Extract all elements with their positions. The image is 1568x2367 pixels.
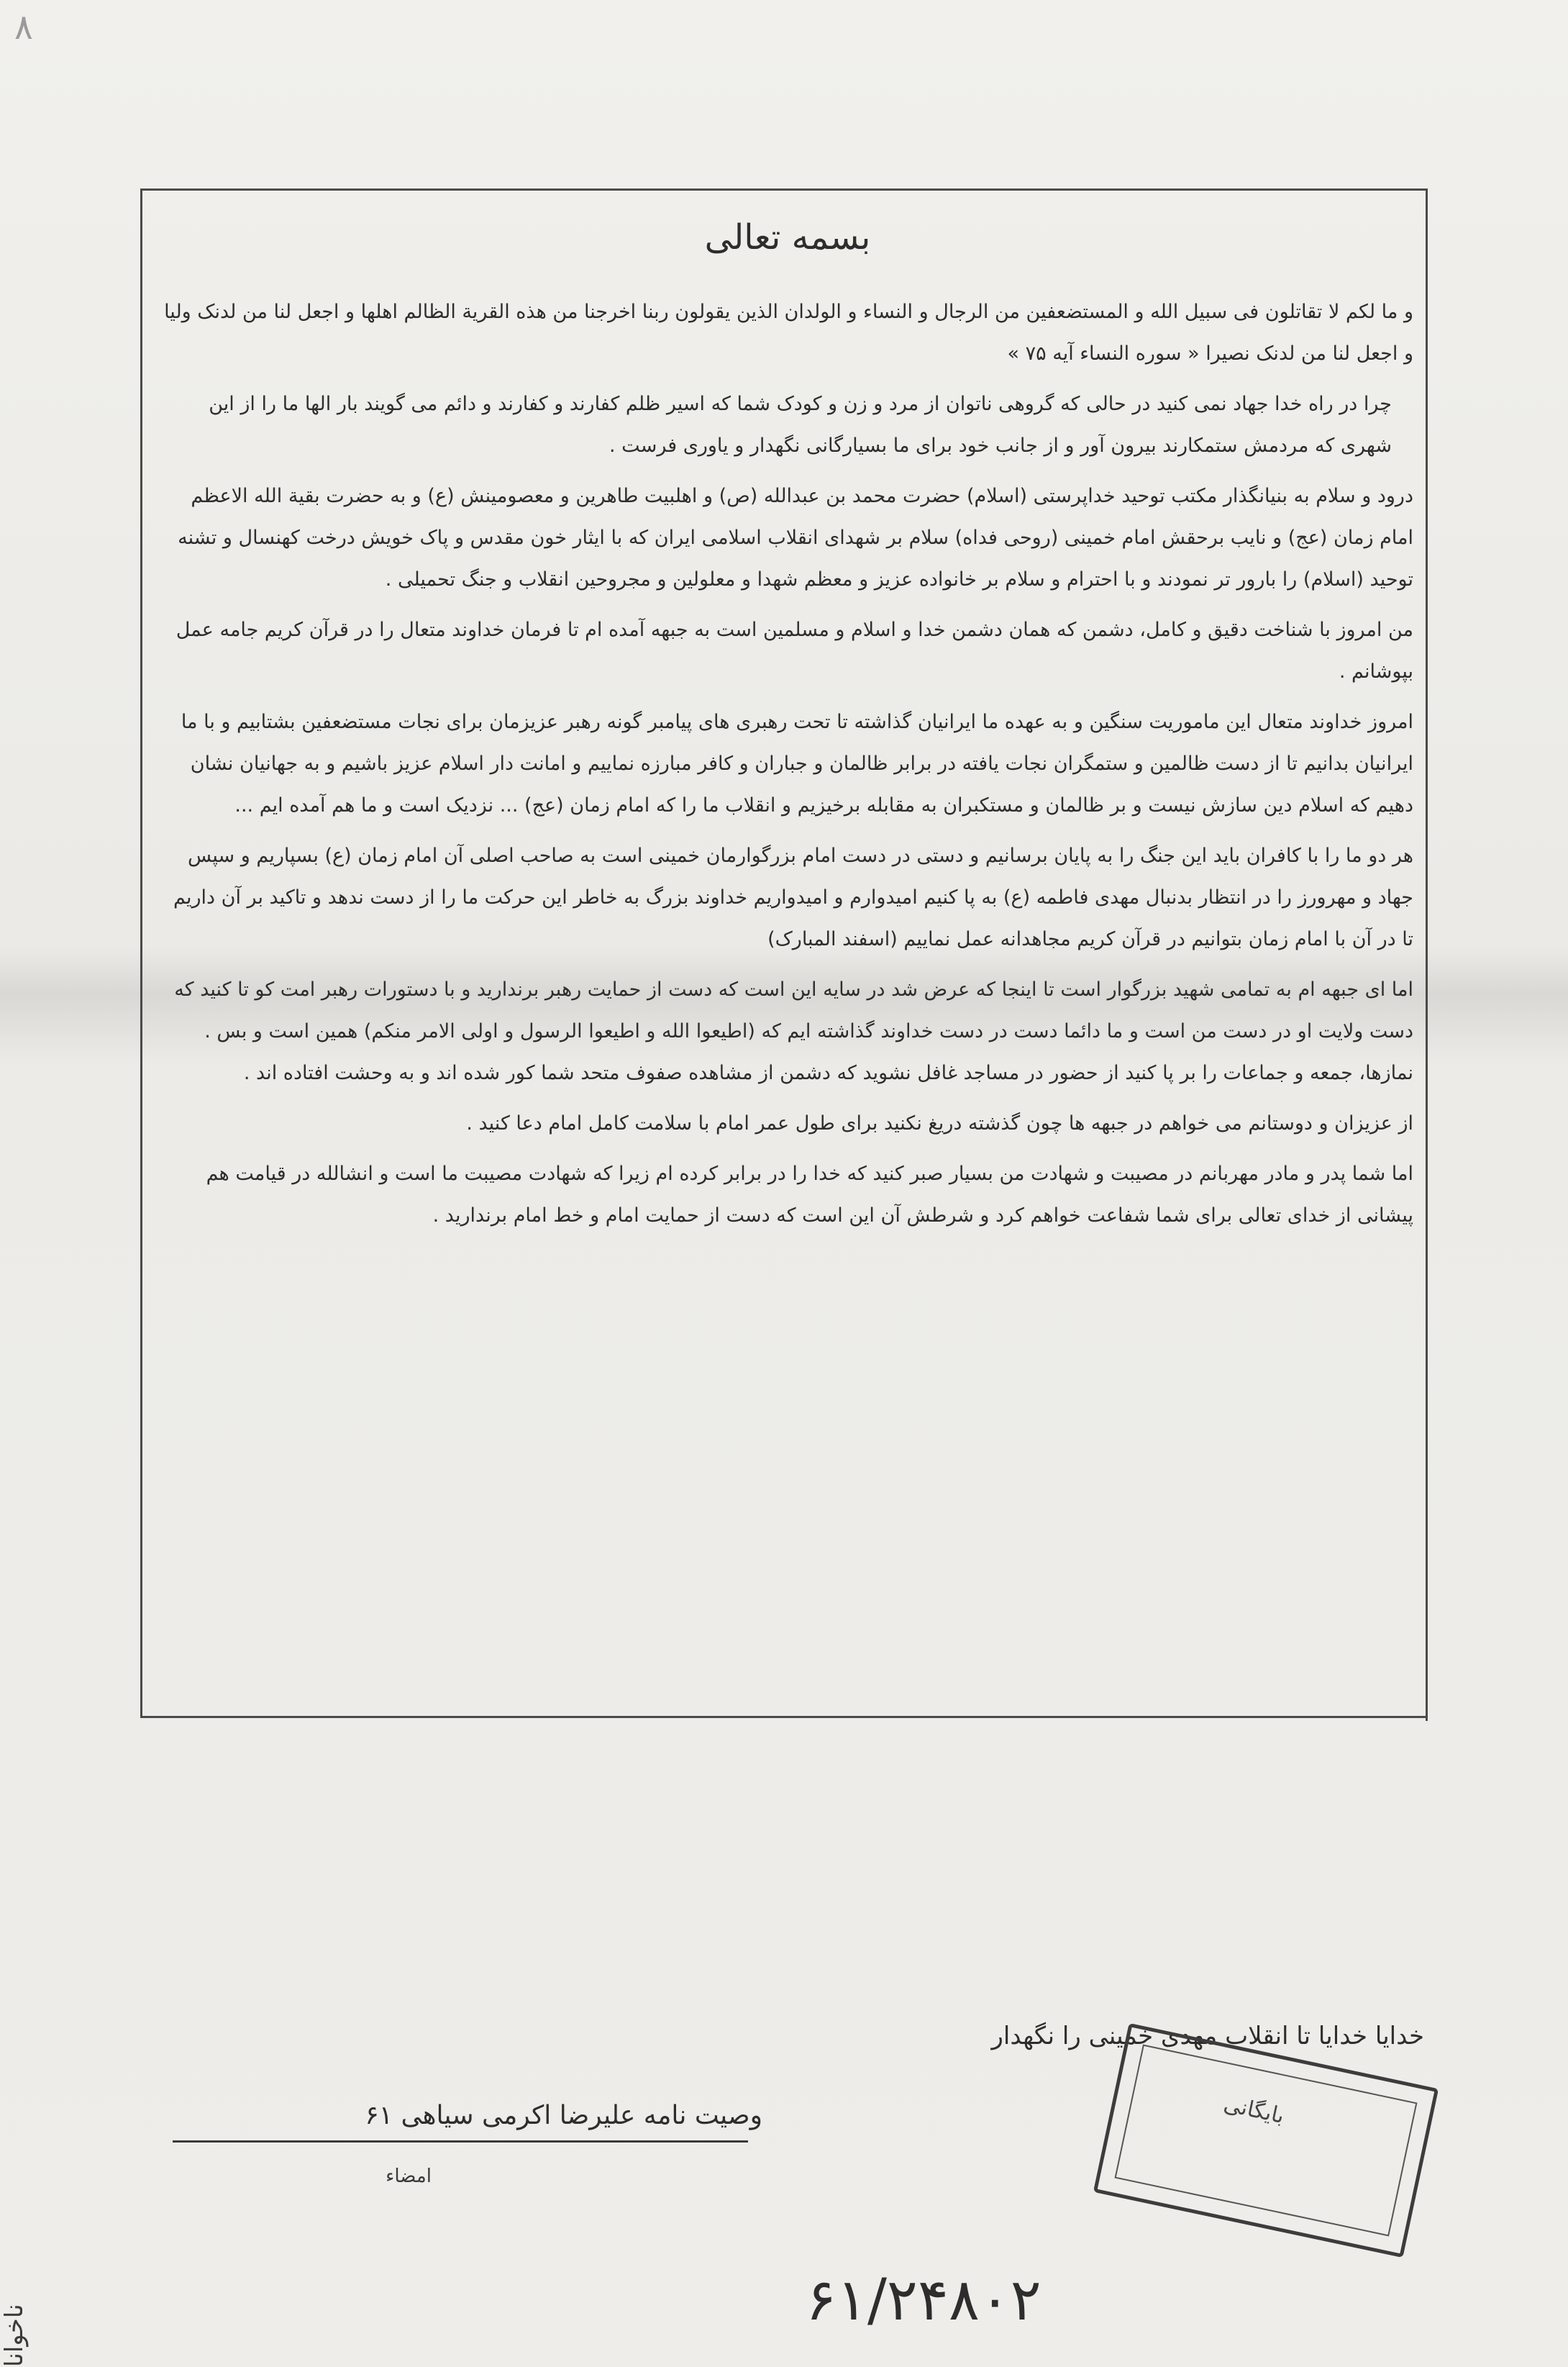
- will-author-line: وصیت نامه علیرضا اکرمی سیاهی ۶۱: [365, 2101, 762, 2130]
- margin-note: ناخوانا: [0, 2304, 29, 2367]
- parents-paragraph: اما شما پدر و مادر مهربانم در مصیبت و شهادت من بسیار صبر کنید که خدا را در برابر کرده ام زیرا که شهادت مصیبت ما است و انشالله در قیامت هم پیشانی از خدای تعالی برای شما شفاعت خواهم کرد و شرطش آن این است که دست از حمایت امام و خط امام برندارید .: [206, 1163, 1413, 1227]
- will-underline: [173, 2140, 748, 2143]
- verse-translation-paragraph: چرا در راه خدا جهاد نمی کنید در حالی که گروهی ناتوان از مرد و زن و کودک شما که اسیر ظلم کفارند و کفارند و دائم می گویند بار الها ما را از این شهری که مردمش ستمکارند بیرون آور و از جانب خود برای ما بسیارگانی نگهدار و یاوری فرست .: [209, 393, 1392, 457]
- friends-paragraph: از عزیزان و دوستانم می خواهم در جبهه ها چون گذشته دریغ نکنید برای طول عمر امام با سلامت کامل امام دعا کنید .: [466, 1112, 1413, 1135]
- frame-bottom-line: [140, 1716, 1428, 1718]
- frame-top-line: [140, 188, 1428, 191]
- stamp-inner-border: [1115, 2045, 1418, 2237]
- archive-stamp: [1093, 2023, 1439, 2258]
- frame-right-line: [1426, 188, 1428, 1721]
- purpose-paragraph: من امروز با شناخت دقیق و کامل، دشمن که همان دشمن خدا و اسلام و مسلمین است به جبهه آمده ام تا فرمان خداوند متعال را در قرآن کریم جامه عمل بپوشانم .: [176, 619, 1413, 683]
- corner-mark: ۸: [14, 7, 33, 47]
- letter-title: بسمه تعالی: [704, 217, 871, 258]
- letter-body: [162, 205, 1413, 1245]
- quran-verse-paragraph: و ما لکم لا تقاتلون فی سبیل الله و المستضعفین من الرجال و النساء و الولدان الذین یقولون ربنا اخرجنا من هذه القریة الظالم اهلها و اجعل لنا من لدنک ولیا و اجعل لنا من لدنک نصیرا « سوره النساء آیه ۷۵ »: [164, 301, 1413, 365]
- mission-paragraph: امروز خداوند متعال این ماموریت سنگین و به عهده ما ایرانیان گذاشته تا تحت رهبری های پیامبر گونه رهبر عزیزمان برای نجات مستضعفین بشتابیم و با ما ایرانیان بدانیم تا از دست ظالمین و ستمگران نجات یافته در برابر ظالمان و جباران و کافر مبارزه نماییم و امانت دار اسلام عزیز باشیم و به جهانیان نشان دهیم که اسلام دین سازش نیست و بر ظالمان و مستکبران به مقابله برخیزیم و انقلاب ما را که امام زمان (عج) ... نزدیک است و ما هم آمده ایم ...: [181, 711, 1413, 817]
- signature-label: امضاء: [386, 2166, 432, 2187]
- struggle-paragraph: هر دو ما را با کافران باید این جنگ را به پایان برسانیم و دستی در دست امام بزرگوارمان خمینی است به صاحب اصلی آن امام زمان (ع) بسپاریم و سپس جهاد و مهرورز را در انتظار بدنبال مهدی فاطمه (ع) به پا کنیم امیدوارم و امیدواریم خداوند بزرگ به خاطر این حرکت ما را از دست ندهد و تاکید بر آن داریم تا در آن با امام زمان بتوانیم در قرآن کریم مجاهدانه عمل نماییم (اسفند المبارک): [173, 845, 1413, 950]
- closing-prayer: خدایا خدایا تا انقلاب مهدی خمینی را نگهدار: [991, 2022, 1424, 2050]
- stamp-text: بایگانی: [1221, 2091, 1287, 2130]
- greetings-paragraph: درود و سلام به بنیانگذار مکتب توحید خداپرستی (اسلام) حضرت محمد بن عبدالله (ص) و اهلبیت طاهرین و معصومینش (ع) و به حضرت بقیة الله الاعظم امام زمان (عج) و نایب برحقش امام خمینی (روحی فداه) سلام بر شهدای انقلاب اسلامی ایران که با ایثار خون مقدس و پاک خویش درخت کهنسال و تشنه توحید (اسلام) را بارور تر نمودند و با احترام و سلام بر خانواده عزیز و معظم شهدا و معلولین و مجروحین انقلاب و جنگ تحمیلی .: [178, 485, 1413, 591]
- frame-left-line: [140, 188, 142, 1717]
- advice-paragraph: اما ای جبهه ام به تمامی شهید بزرگوار است تا اینجا که عرض شد در سایه این است که دست از حمایت رهبر برندارید و با دستورات رهبر امت کو تا کنید که دست ولایت او در دست من است و ما دائما دست در دست خداوند گذاشته ایم که (اطیعوا الله و اطیعوا الرسول و اولی الامر منکم) همین است و بس . نمازها، جمعه و جماعات را بر پا کنید از حضور در مساجد غافل نشوید که دشمن از مشاهده صفوف متحد شما کور شده اند و به وحشت افتاده اند .: [174, 978, 1413, 1084]
- archive-number: ۶۱/۲۴۸۰۲: [806, 2266, 1041, 2333]
